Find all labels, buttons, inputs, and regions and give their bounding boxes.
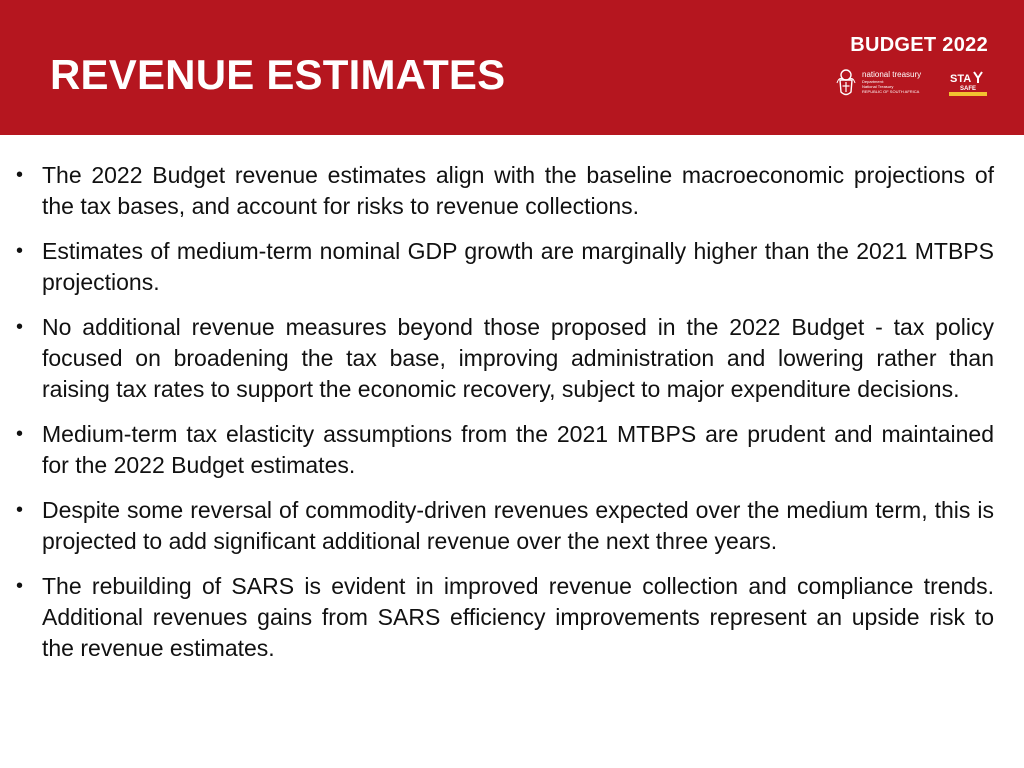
slide-content <box>16 160 994 678</box>
bullet-icon: • <box>16 575 24 597</box>
header-banner <box>0 0 1024 135</box>
bullet-item <box>16 160 994 222</box>
bullet-item <box>16 419 994 481</box>
bullet-item <box>16 495 994 557</box>
budget-2022-logo-text: BUDGET 2022 <box>850 34 988 56</box>
stay-safe-logo <box>948 70 988 98</box>
treasury-dept: Department: <box>862 79 885 84</box>
treasury-dept-name: National Treasury <box>862 84 894 89</box>
bullet-icon: • <box>16 164 24 186</box>
bullet-icon: • <box>16 316 24 338</box>
treasury-name: national treasury <box>862 70 922 79</box>
bullet-icon: • <box>16 423 24 445</box>
bullet-text: Estimates of medium-term nominal GDP growth are marginally higher than the 2021 MTBPS projections. <box>42 238 994 295</box>
sa-coat-of-arms-icon <box>836 68 856 98</box>
bullet-item <box>16 236 994 298</box>
bullet-icon: • <box>16 240 24 262</box>
bullet-text: No additional revenue measures beyond those proposed in the 2022 Budget - tax policy focused on broadening the tax base, improving administration and lowering rather than raising tax rates to support the economic recovery, subject to major expenditure decisions. <box>42 314 994 402</box>
slide-title: REVENUE ESTIMATES <box>50 51 506 98</box>
brand-block <box>836 34 988 104</box>
treasury-republic: REPUBLIC OF SOUTH AFRICA <box>862 89 920 94</box>
bullet-text: The 2022 Budget revenue estimates align with the baseline macroeconomic projections of the tax bases, and account for risks to revenue collections. <box>42 162 994 219</box>
bullet-list <box>16 160 994 664</box>
bullet-text: The rebuilding of SARS is evident in improved revenue collection and compliance trends. Additional revenues gains from SARS efficiency improvements represent an upside risk to the revenue estimates. <box>42 573 994 661</box>
bullet-text: Despite some reversal of commodity-driven revenues expected over the medium term, this is projected to add significant additional revenue over the next three years. <box>42 497 994 554</box>
svg-text:SAFE: SAFE <box>960 86 977 92</box>
bullet-icon: • <box>16 499 24 521</box>
bullet-item <box>16 312 994 405</box>
bullet-text: Medium-term tax elasticity assumptions from the 2021 MTBPS are prudent and maintained for the 2022 Budget estimates. <box>42 421 994 478</box>
national-treasury-logo <box>862 70 940 94</box>
bullet-item <box>16 571 994 664</box>
svg-text:STA: STA <box>950 73 972 85</box>
